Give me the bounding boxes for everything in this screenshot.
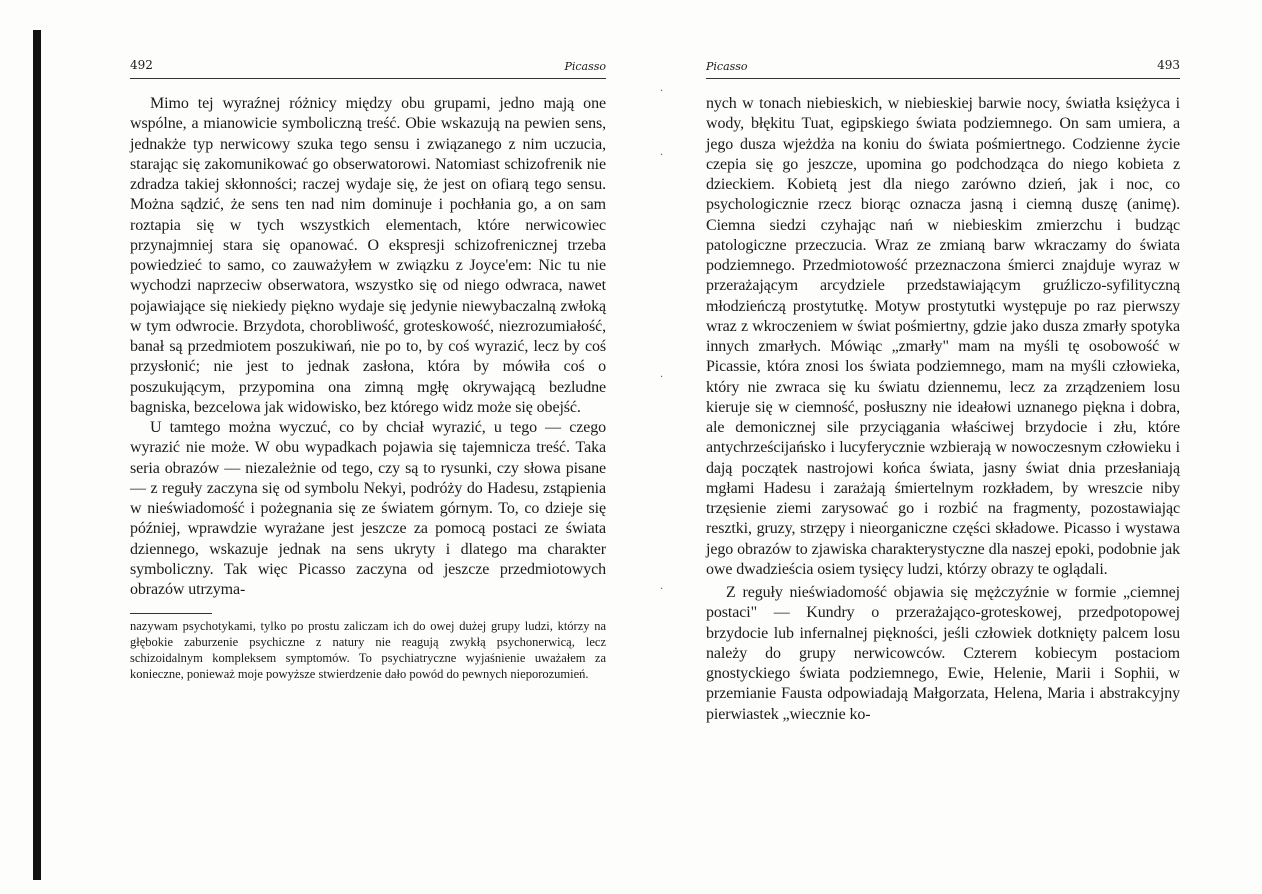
right-body-text bbox=[706, 94, 1180, 725]
left-page bbox=[130, 56, 606, 682]
gutter-mark: · bbox=[660, 584, 664, 595]
gutter-mark: · bbox=[660, 86, 664, 97]
gutter-mark: · bbox=[660, 150, 664, 161]
right-paragraph-2: Z reguły nieświadomość objawia się mężczyźnie w formie „ciemnej postaci" — Kundry o przerażająco-groteskowej, przedpotopowej brzydocie lub infernalnej piękności, jeśli człowiek dotknięty palcem losu należy do grupy nerwicowców. Czterem kobiecym postaciom gnostyckiego świata podziemnego, Ewie, Helenie, Marii i Sophii, w przemianie Fausta odpowiadają Małgorzata, Helena, Maria i abstrakcyjny pierwiastek „wiecznie ko- bbox=[706, 584, 1180, 723]
left-running-head bbox=[130, 56, 606, 79]
left-paragraph-1: Mimo tej wyraźnej różnicy między obu grupami, jedno mają one wspólne, a mianowicie symboliczną treść. Obie wskazują na pewien sens, jednakże typ nerwicowy szuka tego sensu i związanego z nim uczucia, starając się zakomunikować go obserwatorowi. Natomiast schizofrenik nie zdradza takiej skłonności; raczej wydaje się, że jest on ofiarą tego sensu. Można sądzić, że sens ten nad nim dominuje i pochłania go, a on sam roztapia się w tych wszystkich elementach, które nerwicowiec przynajmniej stara się opanować. O ekspresji schizofrenicznej trzeba powiedzieć to samo, co zauważyłem w związku z Joyce'em: Nic tu nie wychodzi naprzeciw obserwatora, wszystko się od niego odwraca, nawet pojawiające się niekiedy piękno wydaje się jedynie niewybaczalną zwłoką w tym odwrocie. Brzydota, chorobliwość, groteskowość, niezrozumiałość, banał są przedmiotem poszukiwań, nie po to, by coś wyrazić, lecz by coś przysłonić; nie jest to jednak zasłona, która by mówiła coś o poszukującym, przypomina ona zimną mgłę okrywającą bezludne bagniska, bezcelowa jak widowisko, bez którego widz może się obejść. bbox=[130, 95, 606, 416]
left-paragraph-2: U tamtego można wyczuć, co by chciał wyrazić, u tego — czego wyrazić nie może. W obu wypadkach pojawia się tajemnicza treść. Taka seria obrazów — niezależnie od tego, czy są to rysunki, czy słowa pisane — z reguły zaczyna się od symbolu Nekyi, podróży do Hadesu, zstąpienia w nieświadomość i pożegnania się ze światem górnym. To, co dzieje się później, wprawdzie wyrażane jest jeszcze za pomocą postaci ze świata dziennego, wskazuje jednak na sens ukryty i dlatego ma charakter symboliczny. Tak więc Picasso zaczyna od jeszcze przedmiotowych obrazów utrzyma- bbox=[130, 419, 606, 598]
right-running-title: Picasso bbox=[706, 60, 748, 73]
footnote: nazywam psychotykami, tylko po prostu zaliczam ich do owej dużej grupy ludzi, którzy na głębokie zaburzenie psychiczne z natury nie reagują zwykłą psychonerwicą, lecz schizoidalnym kompleksem symptomów. To psychiatryczne wyjaśnienie uważałem za konieczne, ponieważ moje powyższe stwierdzenie dało powód do pewnych nieporozumień. bbox=[130, 619, 606, 681]
footnote-rule bbox=[130, 613, 212, 614]
right-page bbox=[706, 56, 1180, 725]
right-paragraph-1: nych w tonach niebieskich, w niebieskiej barwie nocy, światła księżyca i wody, błękitu Tuat, egipskiego świata podziemnego. On sam umiera, a jego dusza wjeżdża na koniu do świata pośmiertnego. Codzienne życie czepia się go jeszcze, upomina go podchodząca do niego kobieta z dzieckiem. Kobietą jest dla niego zarówno dzień, jak i noc, co psychologicznie rzecz biorąc oznacza jasną i ciemną duszę (animę). Ciemna siedzi czyhając nań w niebieskim zmierzchu i budząc patologiczne przeczucia. Wraz ze zmianą barw wkraczamy do świata podziemnego. Przedmiotowość przeznaczona śmierci znajduje wyraz w przerażającym arcydziele przedstawiającym gruźliczo-syfilityczną młodzieńczą prostytutkę. Motyw prostytutki występuje po raz pierwszy wraz z wkroczeniem w świat pośmiertny, gdzie jako dusza zmarły spotyka innych zmarłych. Mówiąc „zmarły" mam na myśli tę osobowość w Picassie, która znosi los świata podziemnego, mam na myśli człowieka, który nie zwraca się ku światu dziennemu, lecz za zrządzeniem losu kieruje się w ciemność, posłuszny nie ideałowi uznanego piękna i dobra, ale demonicznej sile przyciągania właściwej brzydocie i złu, które antychrześcijańsko i lucyferycznie wzbierają w nowoczesnym człowieku i dają początek nastrojowi końca świata, jasny świat dnia przesłaniają mgłami Hadesu i zarażają śmiertelnym rozkładem, by wreszcie niby trzęsienie ziemi zarysować go i rozbić na fragmenty, pozostawiając resztki, gruzy, strzępy i nieorganiczne części składowe. Picasso i wystawa jego obrazów to zjawiska charakterystyczne dla naszej epoki, podobnie jak owe dwadzieścia osiem tysięcy ludzi, którzy obrazy te oglądali. bbox=[706, 95, 1180, 578]
right-running-head bbox=[706, 56, 1180, 79]
right-page-number: 493 bbox=[1157, 58, 1180, 72]
left-running-title: Picasso bbox=[564, 60, 606, 73]
gutter-mark: · bbox=[660, 372, 664, 383]
left-body-text bbox=[130, 94, 606, 600]
book-binding-shadow bbox=[33, 30, 41, 880]
left-page-number: 492 bbox=[130, 58, 153, 72]
